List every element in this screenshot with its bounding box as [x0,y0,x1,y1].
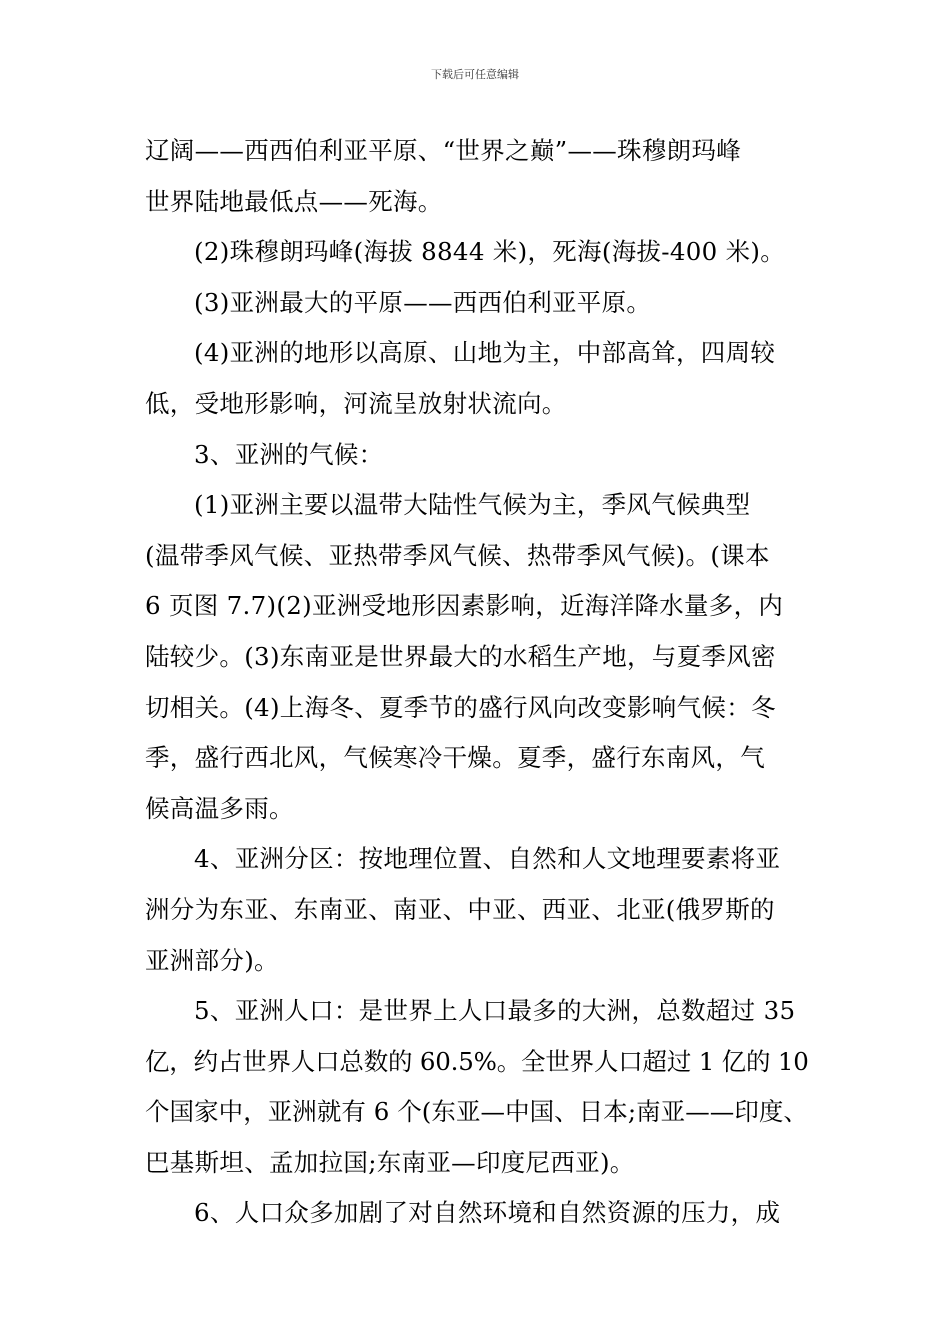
text-line: 辽阔——西西伯利亚平原、“世界之巅”——珠穆朗玛峰 [145,136,742,165]
text-line: 5、亚洲人口：是世界上人口最多的大洲，总数超过 35 [194,996,796,1026]
text-line: 个国家中，亚洲就有 6 个(东亚—中国、日本;南亚——印度、 [145,1097,808,1127]
section-heading: 3、亚洲的气候： [194,439,384,469]
text-line: 巴基斯坦、孟加拉国;东南亚—印度尼西亚)。 [145,1147,635,1177]
text-line: (3)亚洲最大的平原——西西伯利亚平原。 [194,287,652,317]
text-line: 切相关。(4)上海冬、夏季节的盛行风向改变影响气候：冬 [145,692,776,722]
text-line: (4)亚洲的地形以高原、山地为主，中部高耸，四周较 [194,338,776,368]
text-line: 候高温多雨。 [145,793,294,823]
text-line: 陆较少。(3)东南亚是世界最大的水稻生产地，与夏季风密 [145,641,776,671]
text-line: 6、人口众多加剧了对自然环境和自然资源的压力，成 [194,1198,781,1228]
text-line: 4、亚洲分区：按地理位置、自然和人文地理要素将亚 [194,844,781,874]
text-line: 亿，约占世界人口总数的 60.5%。全世界人口超过 1 亿的 10 [145,1046,809,1076]
text-line: 6 页图 7.7)(2)亚洲受地形因素影响，近海洋降水量多，内 [145,591,784,621]
text-line: 低，受地形影响，河流呈放射状流向。 [145,388,567,418]
text-line: 亚洲部分)。 [145,945,279,975]
text-line: 季，盛行西北风，气候寒冷干燥。夏季，盛行东南风，气 [145,743,765,773]
text-line: (2)珠穆朗玛峰(海拔 8844 米)，死海(海拔-400 米)。 [194,237,786,267]
page-header: 下载后可任意编辑 [431,68,519,81]
text-line: 洲分为东亚、东南亚、南亚、中亚、西亚、北亚(俄罗斯的 [145,894,775,924]
text-line: (温带季风气候、亚热带季风气候、热带季风气候)。(课本 [145,540,770,570]
text-line: 世界陆地最低点——死海。 [145,186,443,216]
document-body [145,126,810,1239]
text-line: (1)亚洲主要以温带大陆性气候为主，季风气候典型 [194,490,751,520]
